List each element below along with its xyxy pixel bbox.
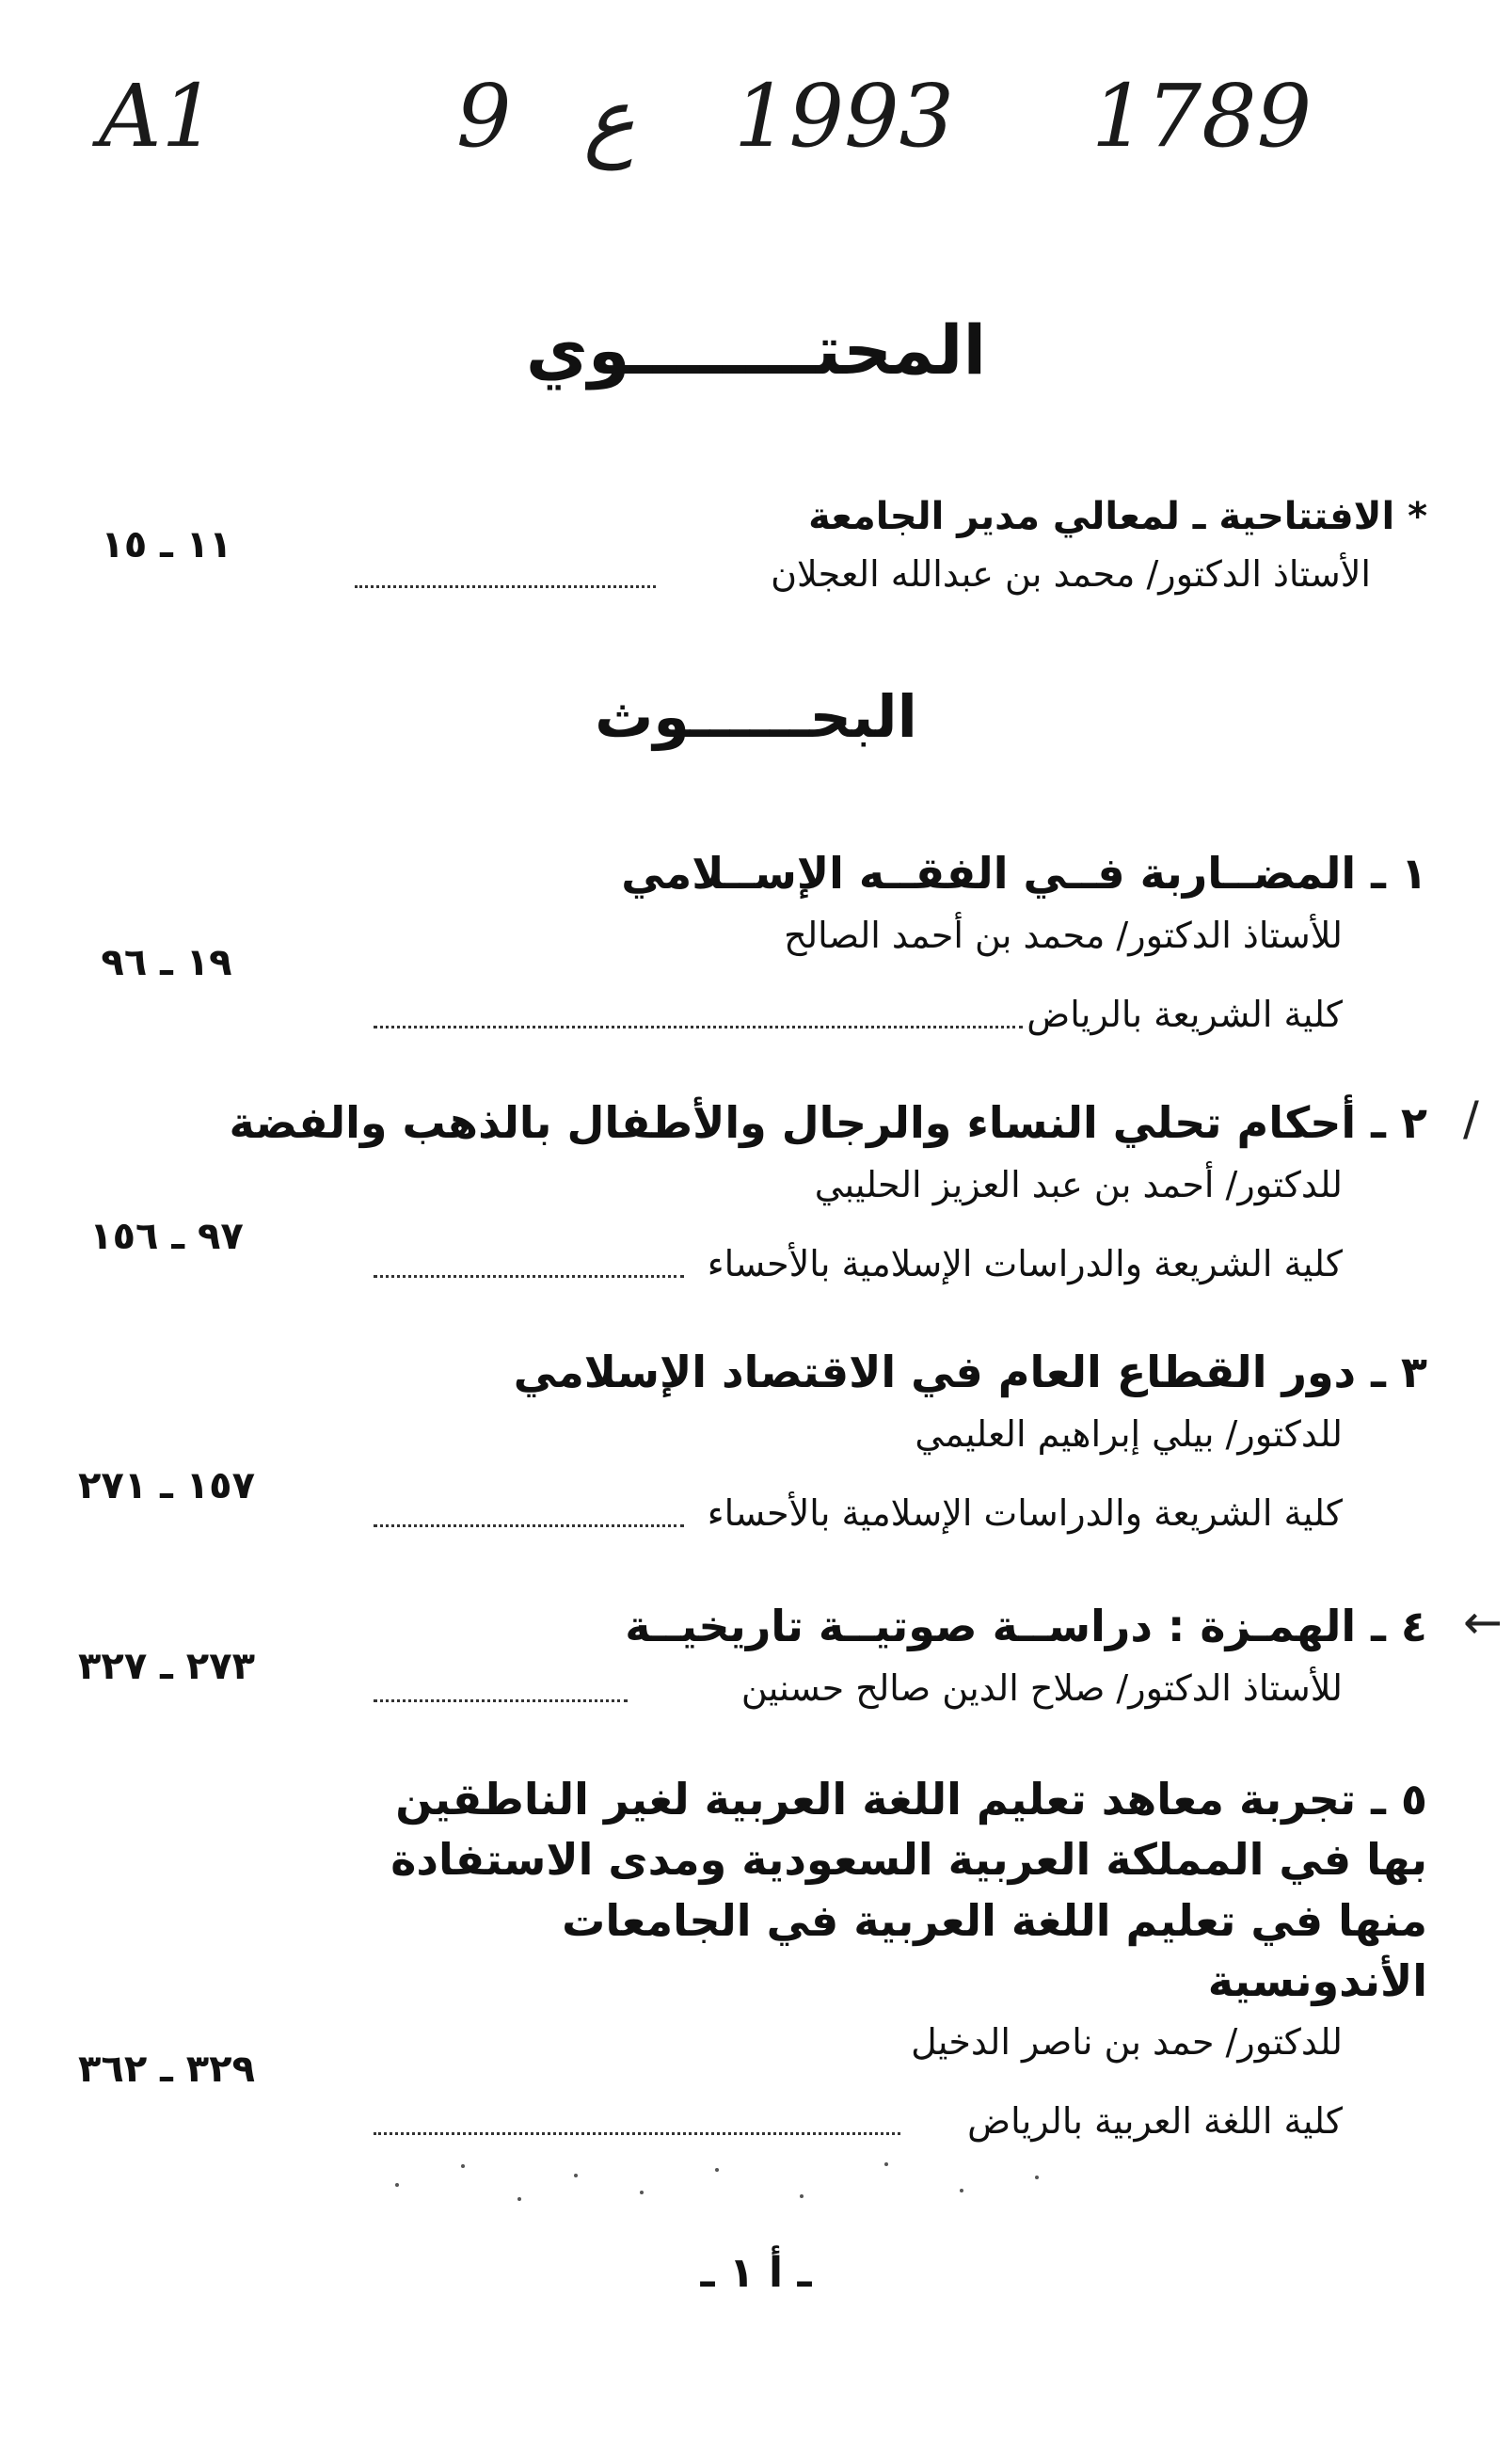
entry-title: ١ ـ المضــاربة فــي الفقــه الإســلامي — [621, 848, 1427, 899]
handwritten-tick-mark: ← — [1463, 1595, 1503, 1650]
page-range: ٢٧٣ ـ ٣٢٧ — [77, 1644, 256, 1688]
handwritten-number: 9 — [456, 66, 512, 167]
entry-line — [72, 1463, 1427, 1562]
entry-author: للدكتور/ بيلي إبراهيم العليمي — [915, 1412, 1343, 1455]
dot-leader — [374, 2132, 900, 2135]
entry-affiliation: كلية الشريعة والدراسات الإسلامية بالأحساء — [707, 1242, 1343, 1284]
entry-line — [72, 1155, 1427, 1234]
dot-leader — [374, 1026, 1023, 1028]
entry-title: * الافتتاحية ـ لمعالي مدير الجامعة — [808, 495, 1427, 538]
entry-line — [72, 905, 1427, 984]
handwritten-year: 1993 — [734, 66, 955, 167]
entry-author: للأستاذ الدكتور/ صلاح الدين صالح حسنين — [740, 1666, 1343, 1709]
entry-author: للأستاذ الدكتور/ محمد بن أحمد الصالح — [784, 914, 1343, 956]
section-title: البحــــــوث — [595, 682, 917, 751]
entry-author: الأستاذ الدكتور/ محمد بن عبدالله العجلان — [771, 553, 1371, 595]
toc-entry — [72, 842, 1427, 1063]
entry-author: للدكتور/ حمد بن ناصر الدخيل — [911, 2020, 1343, 2063]
entry-title: ٣ ـ دور القطاع العام في الاقتصاد الإسلامي — [513, 1347, 1427, 1397]
toc-entry — [72, 1092, 1427, 1313]
entry-affiliation: كلية اللغة العربية بالرياض — [967, 2099, 1343, 2142]
entry-line — [72, 1644, 1427, 1737]
handwritten-code: A1 — [99, 66, 216, 167]
handwritten-tick-mark: / — [1463, 1092, 1479, 1146]
dot-leader — [374, 1275, 684, 1278]
entry-line — [72, 1214, 1427, 1313]
toc-entry — [72, 1341, 1427, 1562]
handwritten-annotations — [0, 56, 1512, 188]
dot-leader — [374, 1699, 628, 1702]
toc-entry — [72, 1595, 1427, 1737]
page-range: ١١ ـ ١٥ — [101, 523, 232, 566]
page-number: ـ أ ١ ـ — [700, 2249, 812, 2297]
entry-affiliation: كلية الشريعة بالرياض — [1027, 993, 1343, 1035]
toc-entry-opening — [72, 489, 1427, 623]
entry-title: ٤ ـ الهمـزة : دراســة صوتيــة تاريخيــة — [625, 1601, 1427, 1651]
entry-line — [72, 1404, 1427, 1483]
page-range: ٩٧ ـ ١٥٦ — [89, 1214, 244, 1258]
page-range: ١٥٧ ـ ٢٧١ — [77, 1463, 256, 1507]
handwritten-serial: 1789 — [1091, 66, 1313, 167]
entry-line — [72, 523, 1427, 623]
toc-entry — [72, 1769, 1427, 2170]
entry-author: للدكتور/ أحمد بن عبد العزيز الحليبي — [814, 1163, 1343, 1205]
entry-line — [72, 940, 1427, 1063]
entry-title: ٢ ـ أحكام تحلي النساء والرجال والأطفال بالذهب والفضة — [229, 1097, 1427, 1148]
entry-title: ٥ ـ تجربة معاهد تعليم اللغة العربية لغير الناطقين بها في المملكة العربية السعودية ومدى الاستفادة منها في تعليم اللغة العربية في الجامعات الأندونسية — [390, 1774, 1427, 2007]
dot-leader — [374, 1524, 684, 1527]
page-range: ١٩ ـ ٩٦ — [101, 940, 232, 984]
entry-line — [72, 2012, 1427, 2091]
scan-specks — [358, 2155, 1110, 2211]
dot-leader — [355, 585, 656, 588]
page-range: ٣٢٩ ـ ٣٦٢ — [77, 2047, 256, 2091]
handwritten-letter: ع — [583, 70, 635, 170]
entry-affiliation: كلية الشريعة والدراسات الإسلامية بالأحساء — [707, 1491, 1343, 1534]
page-title: المحتــــــــوي — [525, 311, 987, 390]
